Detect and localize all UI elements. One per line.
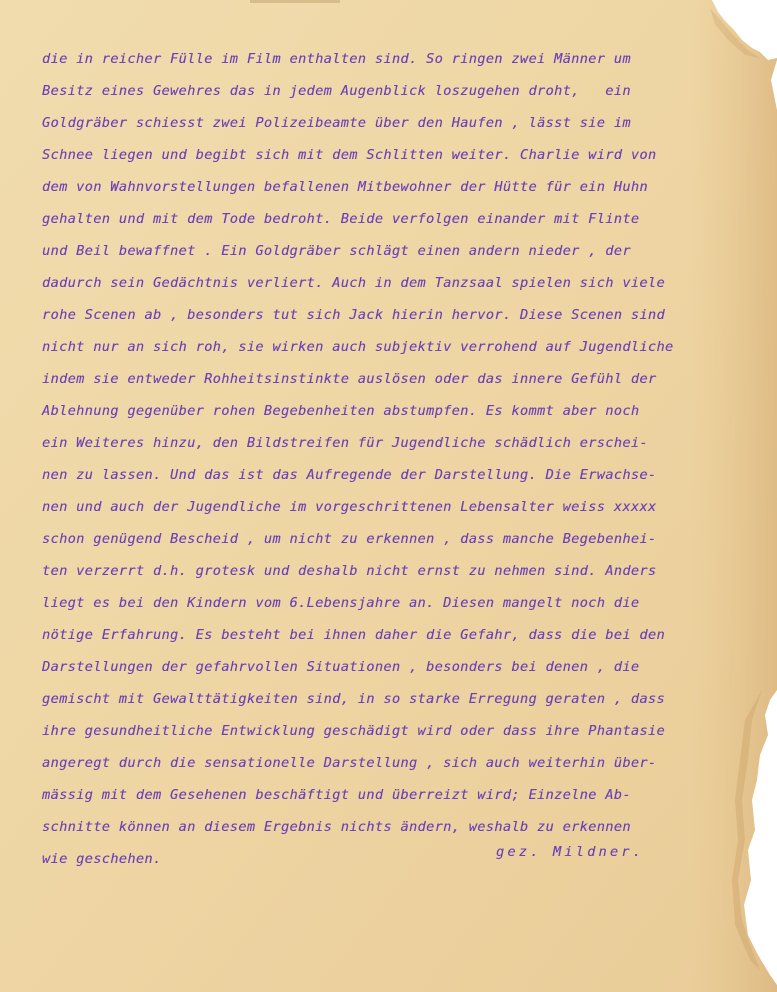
text-line: nötige Erfahrung. Es besteht bei ihnen daher die Gefahr, dass die bei den	[42, 627, 665, 643]
text-line: dadurch sein Gedächtnis verliert. Auch in dem Tanzsaal spielen sich viele	[42, 275, 665, 291]
text-line: nen und auch der Jugendliche im vorgeschrittenen Lebensalter weiss xxxxx	[42, 499, 657, 515]
text-line: ten verzerrt d.h. grotesk und deshalb nicht ernst zu nehmen sind. Anders	[42, 563, 657, 579]
text-line: Schnee liegen und begibt sich mit dem Schlitten weiter. Charlie wird von	[42, 147, 657, 163]
text-line: und Beil bewaffnet . Ein Goldgräber schlägt einen andern nieder , der	[42, 243, 631, 259]
text-line: die in reicher Fülle im Film enthalten sind. So ringen zwei Männer um	[42, 51, 631, 67]
text-line: Besitz eines Gewehres das in jedem Augenblick loszugehen droht, ein	[42, 83, 631, 99]
text-line: mässig mit dem Gesehenen beschäftigt und überreizt wird; Einzelne Ab-	[42, 787, 631, 803]
text-line: nicht nur an sich roh, sie wirken auch subjektiv verrohend auf Jugendliche	[42, 339, 674, 355]
text-line: rohe Scenen ab , besonders tut sich Jack hierin hervor. Diese Scenen sind	[42, 307, 665, 323]
text-line: Ablehnung gegenüber rohen Begebenheiten abstumpfen. Es kommt aber noch	[42, 403, 640, 419]
text-line: ein Weiteres hinzu, den Bildstreifen für Jugendliche schädlich erschei-	[42, 435, 648, 451]
text-line: Darstellungen der gefahrvollen Situationen , besonders bei denen , die	[42, 659, 640, 675]
text-line: Goldgräber schiesst zwei Polizeibeamte über den Haufen , lässt sie im	[42, 115, 631, 131]
signature: gez. Mildner.	[496, 844, 644, 860]
text-line: angeregt durch die sensationelle Darstellung , sich auch weiterhin über-	[42, 755, 657, 771]
text-line: liegt es bei den Kindern vom 6.Lebensjahre an. Diesen mangelt noch die	[42, 595, 640, 611]
text-line: ihre gesundheitliche Entwicklung geschädigt wird oder dass ihre Phantasie	[42, 723, 665, 739]
text-line: schnitte können an diesem Ergebnis nichts ändern, weshalb zu erkennen	[42, 819, 631, 835]
text-line: indem sie entweder Rohheitsinstinkte auslösen oder das innere Gefühl der	[42, 371, 657, 387]
text-line: nen zu lassen. Und das ist das Aufregende der Darstellung. Die Erwachse-	[42, 467, 657, 483]
text-line: dem von Wahnvorstellungen befallenen Mitbewohner der Hütte für ein Huhn	[42, 179, 648, 195]
text-line: gemischt mit Gewalttätigkeiten sind, in so starke Erregung geraten , dass	[42, 691, 665, 707]
text-line: schon genügend Bescheid , um nicht zu erkennen , dass manche Begebenhei-	[42, 531, 657, 547]
text-line: wie geschehen.	[42, 851, 162, 867]
text-line: gehalten und mit dem Tode bedroht. Beide verfolgen einander mit Flinte	[42, 211, 640, 227]
